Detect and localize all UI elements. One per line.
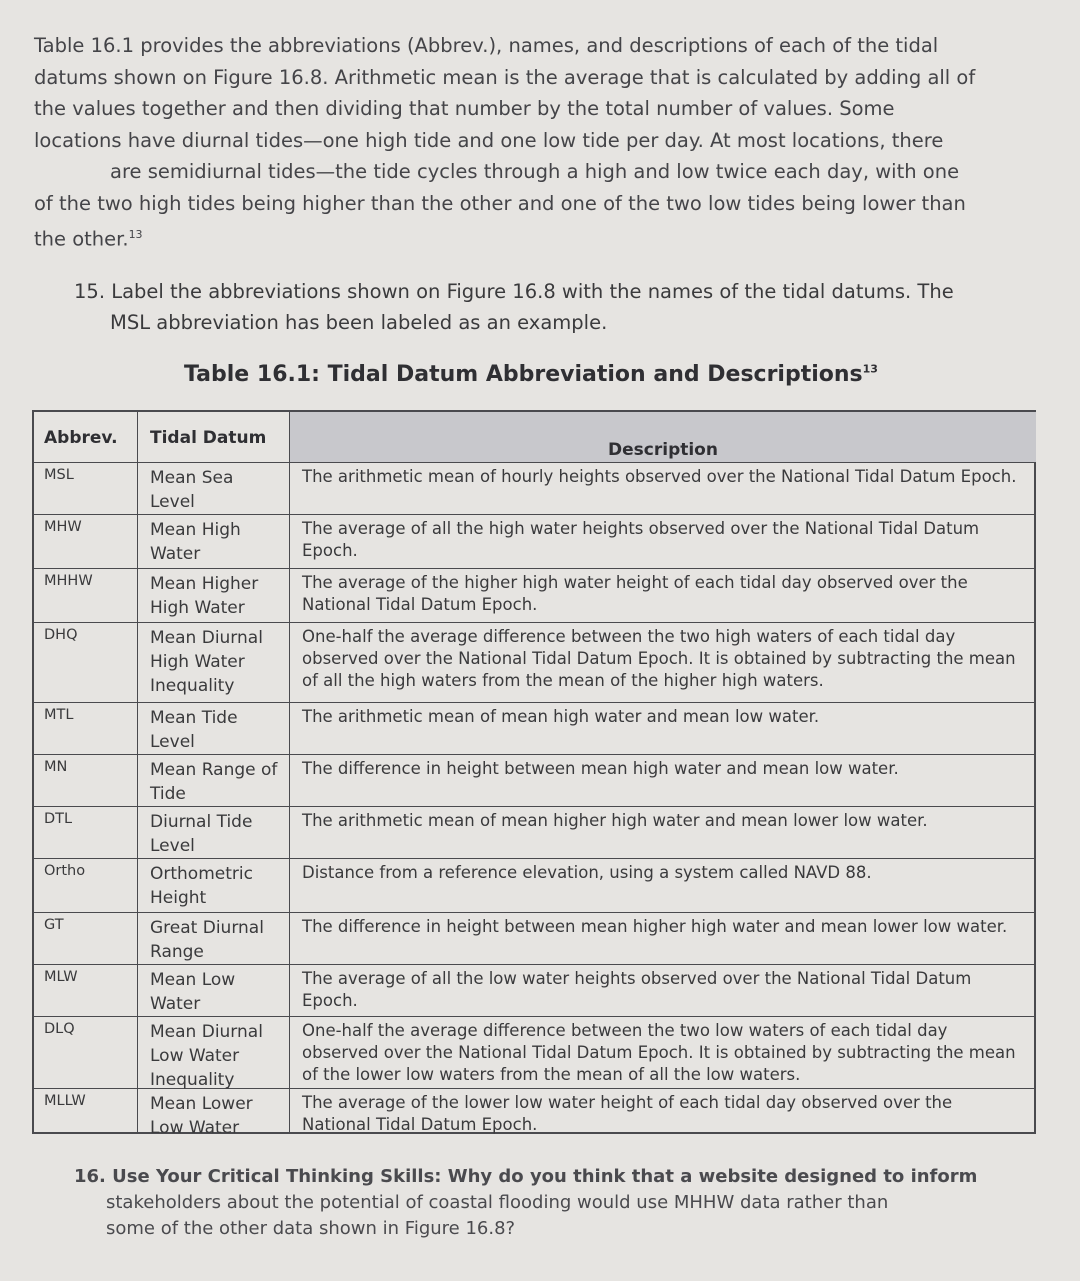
- header-tidal-datum: Tidal Datum: [138, 412, 290, 462]
- intro-line: Table 16.1 provides the abbreviations (Abbrev.), names, and descriptions of each of the tidal: [34, 34, 939, 57]
- description-cell: The arithmetic mean of mean higher high water and mean lower low water.: [302, 811, 928, 830]
- table-row: [34, 1016, 1034, 1088]
- footnote-ref: 13: [862, 362, 878, 376]
- abbrev-cell: MHHW: [34, 569, 138, 622]
- question-16: [74, 1164, 1014, 1242]
- table-caption: Table 16.1: Tidal Datum Abbreviation and Descriptions$^{13}$: [184, 362, 878, 387]
- intro-line: of the two high tides being higher than the other and one of the two low tides being lower than: [34, 191, 966, 215]
- datum-cell: Mean Range of Tide: [138, 755, 290, 806]
- question-line: MSL abbreviation has been labeled as an example.: [110, 311, 608, 334]
- description-cell: The average of all the low water heights observed over the National Tidal Datum Epoch.: [302, 969, 972, 1010]
- description-cell: The average of all the high water heights observed over the National Tidal Datum Epoch.: [302, 519, 980, 560]
- datum-cell: Diurnal Tide Level: [138, 807, 290, 858]
- datum-cell: Mean Lower Low Water: [138, 1089, 290, 1132]
- datum-cell: Mean Low Water: [138, 965, 290, 1016]
- footnote-ref: 13: [128, 228, 143, 241]
- question-line: 16. Use Your Critical Thinking Skills: Why do you think that a website designed to inform: [74, 1166, 978, 1187]
- abbrev-cell: MLW: [34, 965, 138, 1016]
- abbrev-cell: MSL: [34, 463, 138, 514]
- abbrev-cell: MTL: [34, 703, 138, 754]
- description-cell: The difference in height between mean higher high water and mean lower low water.: [302, 917, 1008, 936]
- table-row: [34, 912, 1034, 964]
- datum-cell: Mean Higher High Water: [138, 569, 290, 622]
- abbrev-cell: Ortho: [34, 859, 138, 912]
- question-15: [74, 276, 1024, 338]
- table-row: [34, 702, 1034, 754]
- description-cell: One-half the average difference between the two high waters of each tidal day observed over the National Tidal Datum Epoch. It is obtained by subtracting the mean of all the high waters from the mean of the higher high waters.: [302, 627, 1016, 690]
- abbrev-cell: DTL: [34, 807, 138, 858]
- abbrev-cell: GT: [34, 913, 138, 964]
- table-row: [34, 964, 1034, 1016]
- table-row: [34, 806, 1034, 858]
- intro-line: the other.$^{13}$: [34, 227, 143, 251]
- description-cell: The average of the lower low water height of each tidal day observed over the National Tidal Datum Epoch.: [302, 1093, 953, 1134]
- datum-cell: Mean Sea Level: [138, 463, 290, 514]
- description-cell: The arithmetic mean of mean high water and mean low water.: [302, 707, 820, 726]
- table-row: [34, 568, 1034, 622]
- intro-line: datums shown on Figure 16.8. Arithmetic mean is the average that is calculated by adding all of: [34, 65, 976, 89]
- intro-line: locations have diurnal tides—one high tide and one low tide per day. At most locations, there: [34, 128, 944, 152]
- description-cell: One-half the average difference between the two low waters of each tidal day observed over the National Tidal Datum Epoch. It is obtained by subtracting the mean of the lower low waters from the mean of all the low waters.: [302, 1021, 1016, 1084]
- abbrev-cell: MHW: [34, 515, 138, 568]
- header-abbrev: Abbrev.: [34, 412, 138, 462]
- intro-line: the values together and then dividing that number by the total number of values. Some: [34, 97, 895, 120]
- description-cell: Distance from a reference elevation, using a system called NAVD 88.: [302, 863, 872, 882]
- datum-cell: Mean Diurnal High Water Inequality: [138, 623, 290, 702]
- description-cell: The average of the higher high water height of each tidal day observed over the National Tidal Datum Epoch.: [302, 573, 968, 614]
- description-cell: The arithmetic mean of hourly heights observed over the National Tidal Datum Epoch.: [302, 467, 1017, 486]
- datum-cell: Orthometric Height: [138, 859, 290, 912]
- header-description: Description: [290, 412, 1036, 462]
- abbrev-cell: MN: [34, 755, 138, 806]
- description-cell: The difference in height between mean high water and mean low water.: [302, 759, 899, 778]
- table-row: [34, 1088, 1034, 1138]
- datum-cell: Mean High Water: [138, 515, 290, 568]
- question-line: 15. Label the abbreviations shown on Figure 16.8 with the names of the tidal datums. The: [74, 280, 954, 303]
- tidal-datum-table: [32, 410, 1036, 1138]
- table-row: [34, 754, 1034, 806]
- table-row: [34, 622, 1034, 702]
- question-line: some of the other data shown in Figure 16.8?: [106, 1218, 516, 1239]
- intro-line: are semidiurnal tides—the tide cycles through a high and low twice each day, with one: [110, 160, 960, 183]
- table-row: [34, 858, 1034, 912]
- table-body: [34, 462, 1034, 1138]
- intro-paragraph: [34, 30, 1044, 255]
- table-row: [34, 462, 1034, 514]
- datum-cell: Great Diurnal Range: [138, 913, 290, 964]
- datum-cell: Mean Tide Level: [138, 703, 290, 754]
- abbrev-cell: DHQ: [34, 623, 138, 702]
- abbrev-cell: MLLW: [34, 1089, 138, 1132]
- abbrev-cell: DLQ: [34, 1017, 138, 1088]
- datum-cell: Mean Diurnal Low Water Inequality: [138, 1017, 290, 1088]
- table-row: [34, 514, 1034, 568]
- question-line: stakeholders about the potential of coastal flooding would use MHHW data rather than: [106, 1192, 889, 1213]
